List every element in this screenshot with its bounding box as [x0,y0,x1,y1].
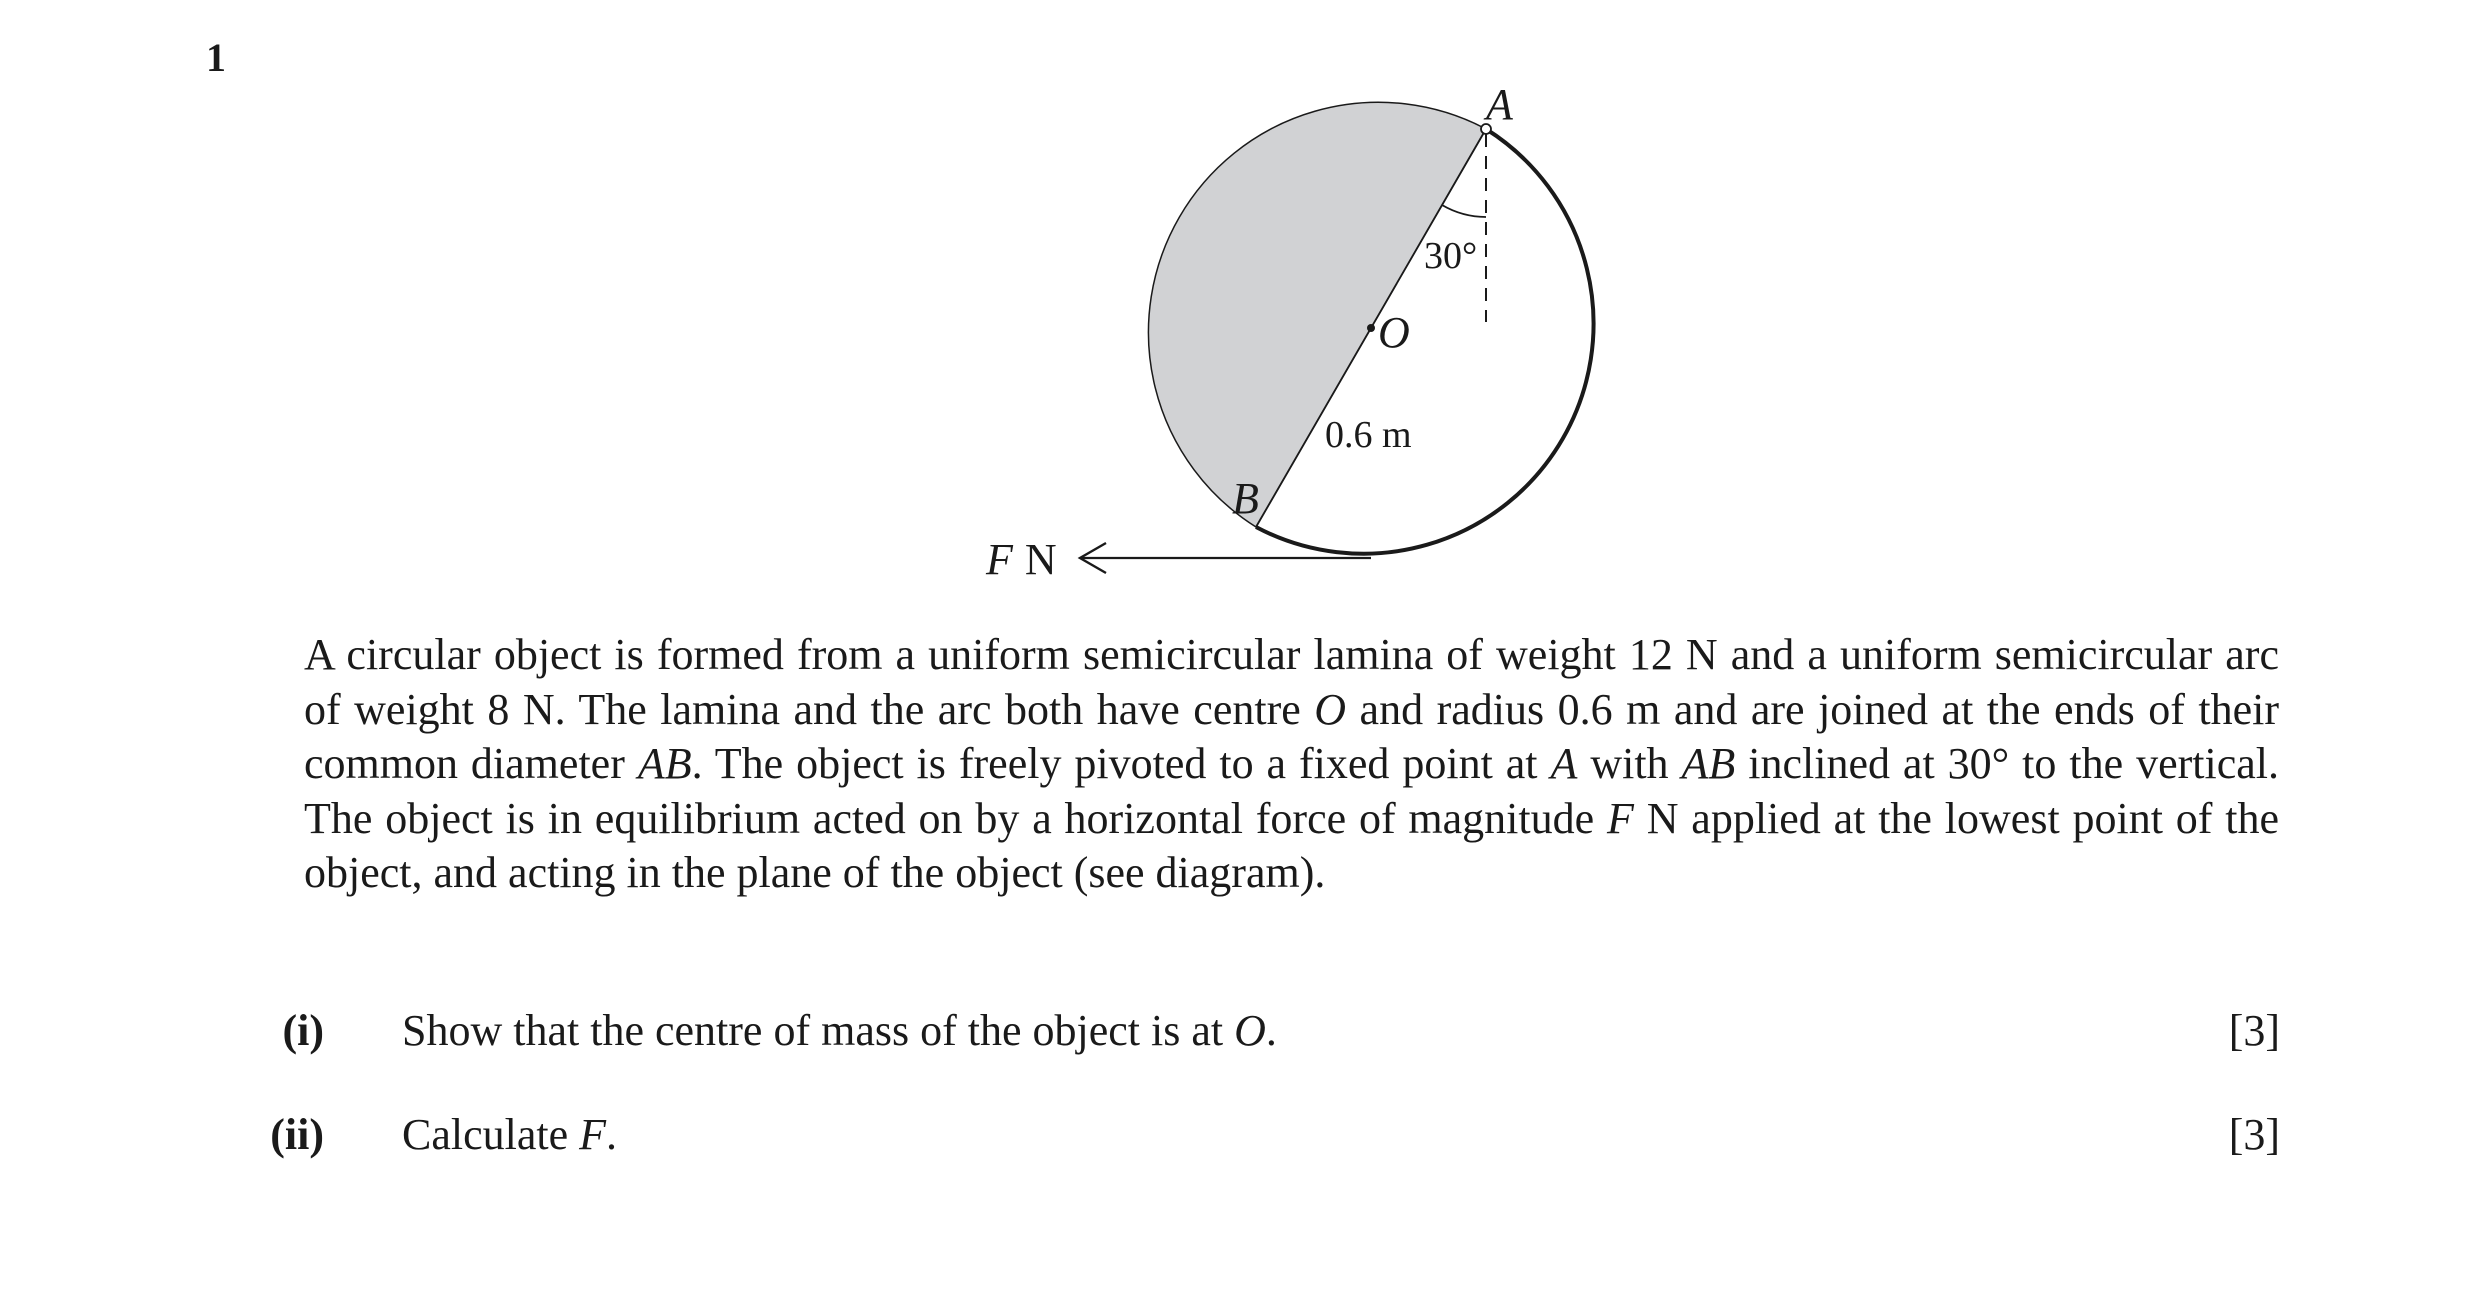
force-label [985,535,1057,584]
stem-var: AB [637,739,692,788]
stem-text: with [1577,739,1682,788]
part-marks: [3] [2228,1006,2280,1055]
part-text-var: F [579,1110,607,1159]
stem-text: inclined at 30° to the vertical. The object is in equilibrium acted on by a horizontal force of magnitude [304,739,2279,843]
part-text [402,1003,1277,1059]
question-part-ii [270,1107,2280,1163]
question-stem [304,628,2279,901]
part-text-after: . [1265,1006,1277,1055]
part-text-after: . [606,1110,618,1159]
part-label: (i) [282,1006,324,1055]
stem-text: N applied at the lowest point of the object, and acting in the plane of the object (see diagram). [304,793,2279,897]
force-label-unit: N [1024,535,1057,584]
part-text-before: Show that the centre of mass of the object is at [402,1006,1235,1055]
label-B: B [1232,474,1259,523]
stem-var: AB [1681,739,1736,788]
label-O: O [1378,308,1410,357]
part-text-before: Calculate [402,1110,580,1159]
stem-text: . The object is freely pivoted to a fixed point at [691,739,1551,788]
angle-arc [1442,205,1486,217]
semicircular-lamina [1148,102,1486,527]
part-marks: [3] [2228,1110,2280,1159]
question-number: 1 [206,35,226,80]
stem-var: F [1606,793,1634,843]
stem-text: A circular object is formed from a uniform semicircular lamina of weight 12 N and a uniform semicircular arc of weight 8 N. The lamina and the arc both have centre [304,630,2279,734]
question-part-i [282,1003,2280,1059]
stem-text: and radius 0.6 m and are joined at the ends of their common diameter [304,684,2279,788]
stem-var: A [1550,739,1578,788]
stem-var: O [1314,684,1347,734]
part-text-var: O [1234,1006,1266,1055]
centre-point-O [1367,324,1375,332]
label-A: A [1486,80,1513,129]
radius-label: 0.6 m [1325,414,1412,456]
part-text [402,1107,617,1163]
part-label: (ii) [270,1110,324,1159]
angle-label: 30° [1424,235,1478,277]
force-label-var: F [986,535,1013,584]
